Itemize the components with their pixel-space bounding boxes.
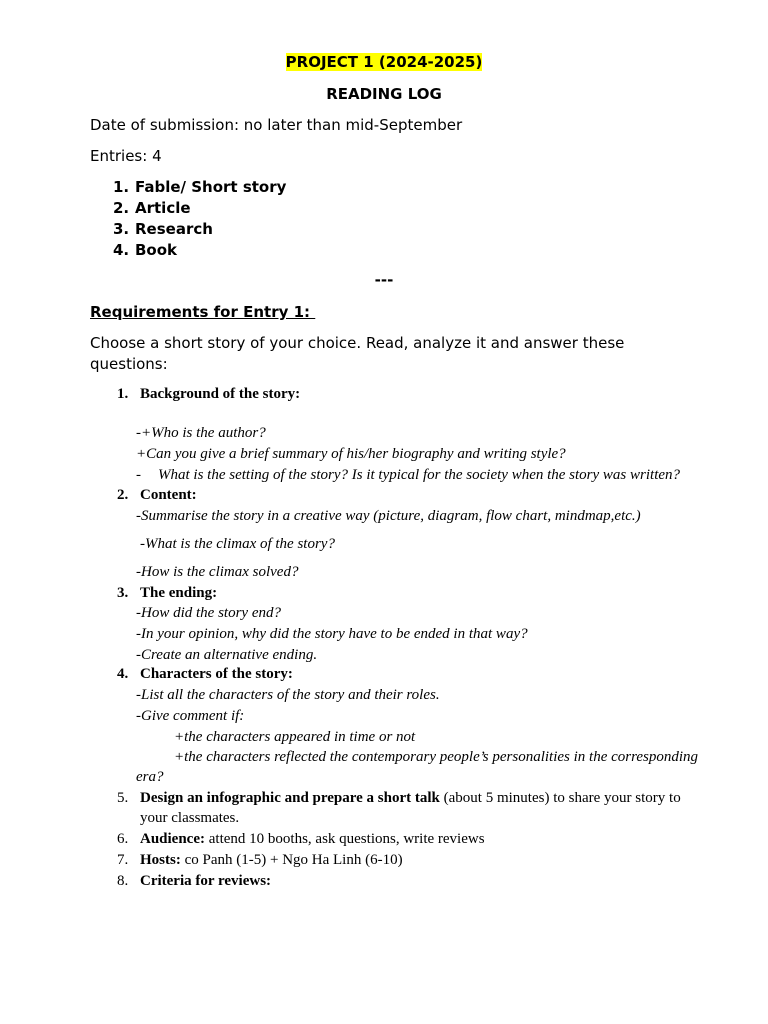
comment-appeared-in-time: +the characters appeared in time or not bbox=[174, 729, 416, 745]
section-title: Design an infographic and prepare a short talk bbox=[140, 790, 440, 806]
section-number: 2. bbox=[117, 487, 129, 503]
list-item-number: 3. bbox=[113, 220, 130, 238]
question-summarise: -Summarise the story in a creative way (picture, diagram, flow chart, mindmap,etc.) bbox=[136, 508, 641, 524]
requirements-heading: Requirements for Entry 1: bbox=[90, 303, 316, 321]
question-climax-solved: -How is the climax solved? bbox=[136, 564, 299, 580]
question-story-end: -How did the story end? bbox=[136, 605, 281, 621]
question-climax: -What is the climax of the story? bbox=[140, 536, 335, 552]
comment-reflected-personalities: +the characters reflected the contemporary people’s personalities in the corresponding bbox=[174, 749, 699, 765]
section-title: Criteria for reviews: bbox=[140, 873, 272, 889]
question-author: -+Who is the author? bbox=[136, 425, 266, 441]
section-heading bbox=[117, 790, 681, 807]
separator: --- bbox=[374, 271, 394, 289]
list-item-number: 1. bbox=[113, 178, 130, 196]
section-number: 7. bbox=[117, 852, 129, 868]
list-item-label: Article bbox=[135, 199, 191, 217]
requirements-description-line1: Choose a short story of your choice. Read, analyze it and answer these bbox=[90, 334, 625, 352]
section-title: The ending: bbox=[140, 585, 218, 601]
reading-log-title: READING LOG bbox=[326, 85, 442, 103]
question-alternative-ending: -Create an alternative ending. bbox=[136, 647, 318, 663]
section-title: Audience: bbox=[140, 831, 205, 847]
section-heading bbox=[117, 873, 272, 890]
section-number: 5. bbox=[117, 790, 129, 806]
list-item-label: Fable/ Short story bbox=[135, 178, 287, 196]
section-detail: (about 5 minutes) to share your story to bbox=[439, 790, 681, 806]
section-number: 3. bbox=[117, 585, 129, 601]
section-detail: co Panh (1-5) + Ngo Ha Linh (6-10) bbox=[180, 852, 403, 868]
comment-reflected-personalities-cont: era? bbox=[136, 769, 164, 785]
list-item-number: 2. bbox=[113, 199, 130, 217]
section-title: Background of the story: bbox=[140, 386, 301, 402]
question-setting: What is the setting of the story? Is it typical for the society when the story was written? bbox=[158, 467, 681, 483]
question-why-ended: -In your opinion, why did the story have to be ended in that way? bbox=[136, 626, 528, 642]
section-title: Content: bbox=[140, 487, 197, 503]
requirements-description-line2: questions: bbox=[90, 355, 168, 373]
section-heading bbox=[117, 666, 293, 683]
question-biography: +Can you give a brief summary of his/her biography and writing style? bbox=[136, 446, 566, 462]
project-title: PROJECT 1 (2024-2025) bbox=[285, 53, 483, 71]
section-number: 1. bbox=[117, 386, 129, 402]
section-text bbox=[140, 831, 485, 848]
section-detail-cont: your classmates. bbox=[140, 810, 240, 826]
section-heading bbox=[117, 852, 403, 869]
section-heading bbox=[117, 585, 218, 602]
section-heading bbox=[117, 487, 197, 504]
list-item bbox=[113, 199, 191, 217]
section-text bbox=[140, 873, 271, 890]
section-number: 6. bbox=[117, 831, 129, 847]
entries-count: Entries: 4 bbox=[90, 147, 162, 165]
list-item bbox=[113, 241, 178, 259]
section-number: 8. bbox=[117, 873, 129, 889]
section-title: Characters of the story: bbox=[140, 666, 293, 682]
section-number: 4. bbox=[117, 666, 129, 682]
list-item-number: 4. bbox=[113, 241, 130, 259]
question-give-comment: -Give comment if: bbox=[136, 708, 245, 724]
list-item bbox=[113, 178, 287, 196]
section-title: Hosts: bbox=[140, 852, 181, 868]
list-item-label: Research bbox=[135, 220, 213, 238]
project-title-line bbox=[0, 53, 768, 71]
section-text bbox=[140, 790, 681, 807]
section-heading bbox=[117, 386, 301, 403]
question-setting-dash: - bbox=[136, 467, 141, 483]
submission-date: Date of submission: no later than mid-September bbox=[90, 116, 463, 134]
section-detail: attend 10 booths, ask questions, write reviews bbox=[205, 831, 485, 847]
section-text bbox=[140, 852, 403, 869]
list-item-label: Book bbox=[135, 241, 178, 259]
question-list-characters: -List all the characters of the story and their roles. bbox=[136, 687, 440, 703]
section-heading bbox=[117, 831, 485, 848]
list-item bbox=[113, 220, 213, 238]
